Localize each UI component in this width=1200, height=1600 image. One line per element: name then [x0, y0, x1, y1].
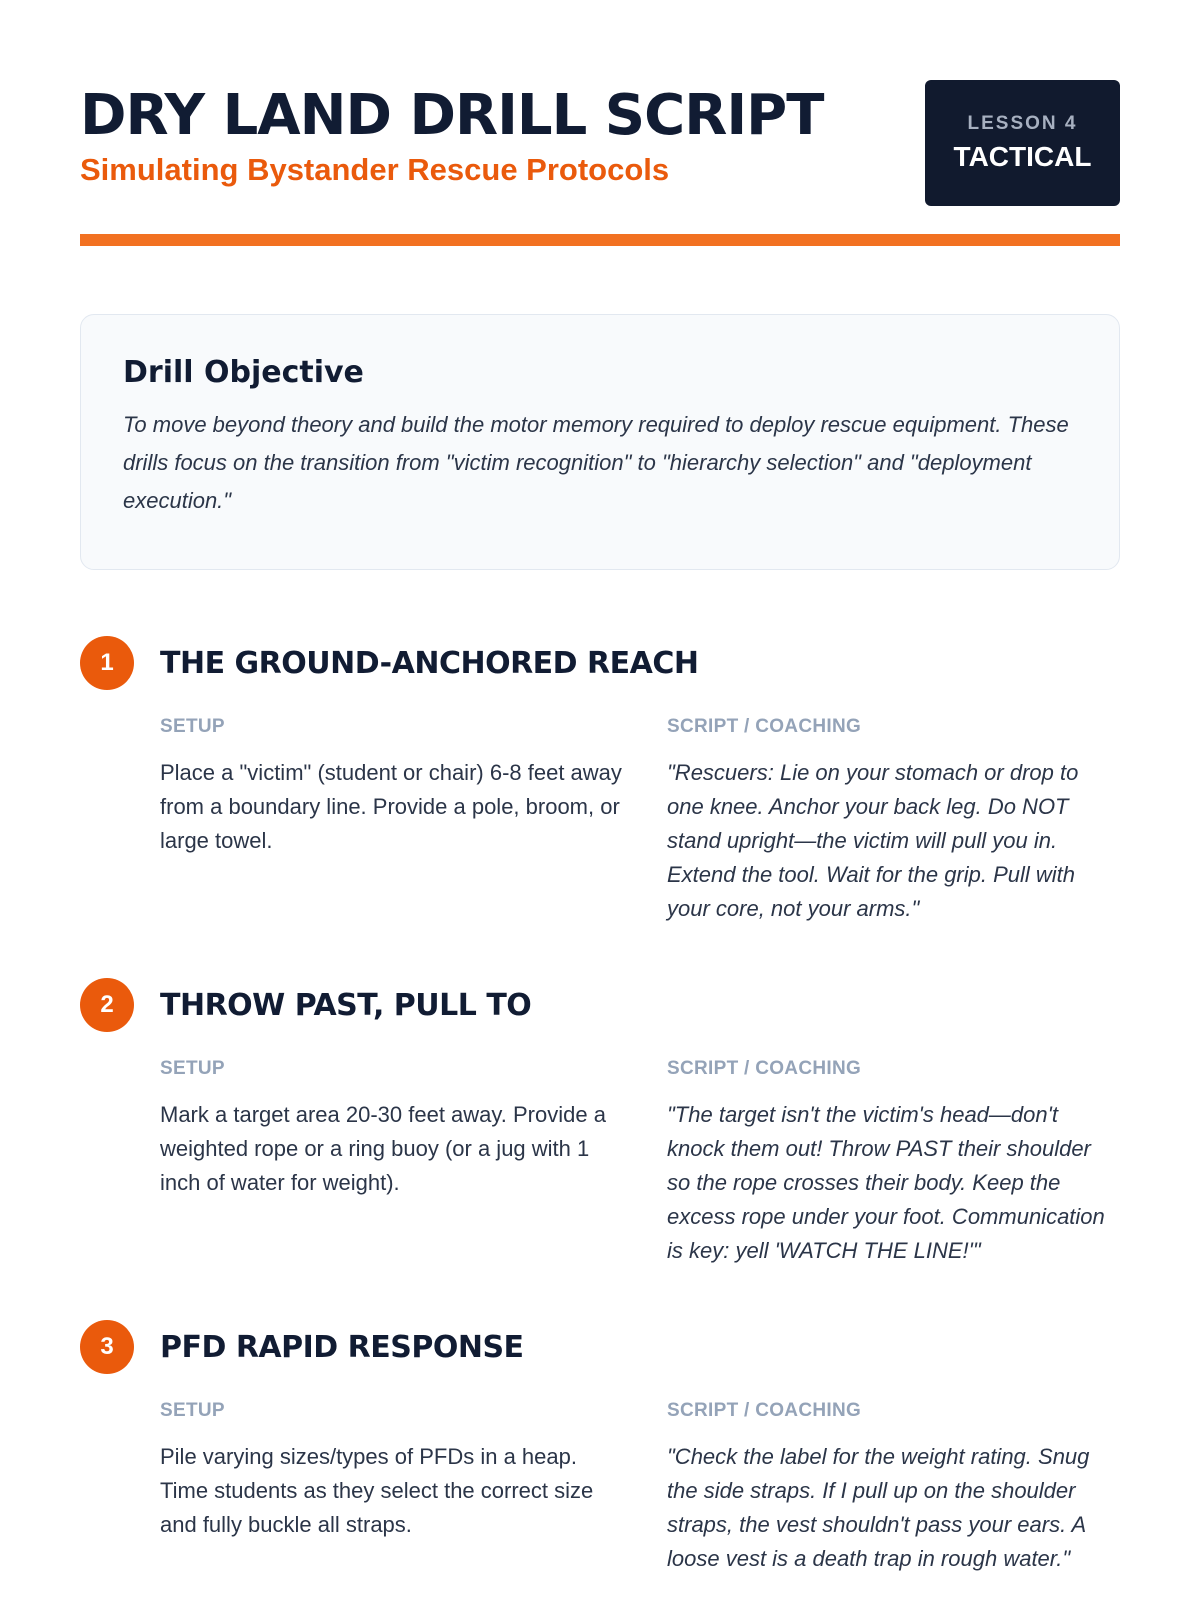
drill-section [80, 978, 1120, 1268]
drill-body [160, 1400, 1120, 1576]
lesson-number: LESSON 4 [967, 113, 1078, 134]
drill-section [80, 1320, 1120, 1576]
page-header [80, 80, 1120, 246]
script-text: "The target isn't the victim's head—don't knock them out! Throw PAST their shoulder so the rope crosses their body. Keep the excess rope under your foot. Communication is key: yell 'WATCH THE LINE!'" [667, 1102, 1105, 1263]
script-column [667, 1400, 1120, 1576]
setup-label: SETUP [160, 1058, 225, 1079]
drill-header [80, 978, 1120, 1032]
drill-body [160, 716, 1120, 926]
drill-header [80, 1320, 1120, 1374]
drill-title: THROW PAST, PULL TO [160, 987, 532, 1023]
setup-column [160, 1058, 667, 1268]
drill-title: THE GROUND-ANCHORED REACH [160, 645, 699, 681]
objective-title: Drill Objective [123, 355, 364, 390]
script-label: SCRIPT / COACHING [667, 1058, 862, 1079]
setup-text: Place a "victim" (student or chair) 6-8 feet away from a boundary line. Provide a pole, broom, or large towel. [160, 760, 622, 853]
setup-label: SETUP [160, 716, 225, 737]
drill-number-badge: 3 [80, 1320, 134, 1374]
drill-number-badge: 2 [80, 978, 134, 1032]
lesson-type: TACTICAL [953, 141, 1092, 172]
drill-body [160, 1058, 1120, 1268]
setup-column [160, 716, 667, 926]
script-label: SCRIPT / COACHING [667, 716, 862, 737]
lesson-badge [925, 80, 1120, 206]
script-text: "Check the label for the weight rating. Snug the side straps. If I pull up on the shoulder straps, the vest shouldn't pass your ears. A loose vest is a death trap in rough water." [667, 1444, 1090, 1571]
drill-title: PFD RAPID RESPONSE [160, 1329, 524, 1365]
page-title: DRY LAND DRILL SCRIPT [80, 83, 824, 148]
setup-text: Pile varying sizes/types of PFDs in a heap. Time students as they select the correct size and fully buckle all straps. [160, 1444, 594, 1537]
drill-section [80, 636, 1120, 926]
title-block [80, 80, 823, 188]
script-label: SCRIPT / COACHING [667, 1400, 862, 1421]
script-column [667, 1058, 1120, 1268]
drill-number-badge: 1 [80, 636, 134, 690]
setup-text: Mark a target area 20-30 feet away. Provide a weighted rope or a ring buoy (or a jug with 1 inch of water for weight). [160, 1102, 606, 1195]
setup-label: SETUP [160, 1400, 225, 1421]
objective-card [80, 314, 1120, 570]
page-subtitle: Simulating Bystander Rescue Protocols [80, 152, 670, 187]
script-column [667, 716, 1120, 926]
drill-header [80, 636, 1120, 690]
objective-text: To move beyond theory and build the motor memory required to deploy rescue equipment. These drills focus on the transition from "victim recognition" to "hierarchy selection" and "deployment execution." [123, 412, 1069, 513]
setup-column [160, 1400, 667, 1576]
script-text: "Rescuers: Lie on your stomach or drop to one knee. Anchor your back leg. Do NOT stand upright—the victim will pull you in. Extend the tool. Wait for the grip. Pull with your core, not your arms." [667, 760, 1079, 921]
